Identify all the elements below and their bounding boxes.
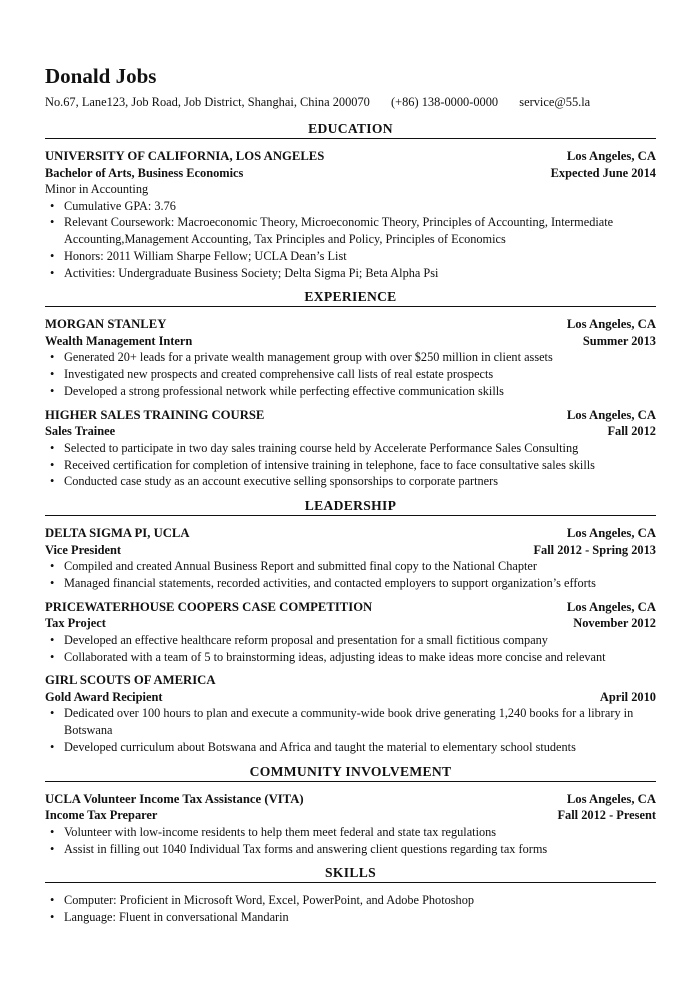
entry-location: Los Angeles, CA [566, 599, 656, 614]
entry-header [45, 407, 656, 424]
skills-section [45, 864, 656, 926]
entry-location: Los Angeles, CA [566, 526, 656, 541]
entry-header [45, 316, 656, 333]
entry-location: Los Angeles, CA [566, 317, 656, 332]
entry-header [45, 599, 656, 616]
section-title: COMMUNITY INVOLVEMENT [249, 763, 452, 779]
school-name: UNIVERSITY OF CALIFORNIA, LOS ANGELES [45, 149, 325, 163]
section-divider [45, 306, 656, 307]
bullet-item: • Managed financial statements, recorded activities, and contacted employers to support organization’s efforts [50, 576, 596, 591]
bullet-item: • Cumulative GPA: 3.76 [50, 198, 176, 213]
entry-subheader [45, 689, 656, 706]
resume-body [45, 120, 656, 926]
bullet-item: • Relevant Coursework: Macroeconomic Theory, Microeconomic Theory, Principles of Accounting, Intermediate Accounting,Management Accounting, Tax Principles and Policy, Principles of Economics [50, 215, 614, 247]
entry-subheader [45, 615, 656, 632]
section-title: EDUCATION [308, 121, 393, 136]
section-title: LEADERSHIP [304, 498, 397, 514]
experience-entry [45, 407, 656, 490]
bullet-item: • Developed curriculum about Botswana and Africa and taught the material to elementary school students [50, 740, 576, 755]
org-name: UCLA Volunteer Income Tax Assistance (VITA) [45, 791, 304, 806]
role-title: Sales Trainee [45, 424, 116, 439]
role-title: Vice President [45, 542, 122, 557]
bullet-item: • Dedicated over 100 hours to plan and execute a community-wide book drive generating 1,240 books for a library in Botswana [50, 706, 634, 738]
entry-subheader [45, 807, 656, 824]
bullet-item: • Compiled and created Annual Business Report and submitted final copy to the National Chapter [50, 559, 537, 574]
entry-date: Fall 2012 - Present [557, 808, 656, 823]
experience-entry [45, 316, 656, 399]
leadership-section [45, 497, 656, 756]
community-section [45, 763, 656, 858]
entry-subheader [45, 542, 656, 559]
role-title: Gold Award Recipient [45, 689, 163, 704]
leadership-entry [45, 672, 656, 755]
bullet-item: • Activities: Undergraduate Business Society; Delta Sigma Pi; Beta Alpha Psi [50, 265, 439, 280]
experience-section [45, 288, 656, 490]
bullet-item: • Assist in filling out 1040 Individual Tax forms and answering client questions regarding tax forms [50, 841, 548, 856]
leadership-entry [45, 599, 656, 666]
role-title: Tax Project [45, 616, 106, 631]
org-name: HIGHER SALES TRAINING COURSE [45, 407, 265, 422]
bullet-item: • Language: Fluent in conversational Mandarin [50, 910, 289, 925]
address-text: No.67, Lane123, Job Road, Job District, Shanghai, China 200070 [45, 95, 370, 109]
role-title: Wealth Management Intern [45, 333, 193, 348]
entry-subheader [45, 333, 656, 350]
section-title: SKILLS [325, 865, 376, 881]
role-title: Income Tax Preparer [45, 808, 158, 823]
leadership-entry [45, 525, 656, 592]
entry-header [45, 791, 656, 808]
bullet-list [45, 440, 656, 490]
bullet-item: • Developed an effective healthcare reform proposal and presentation for a small fictitious company [50, 632, 548, 647]
entry-date: April 2010 [599, 689, 656, 704]
org-name: PRICEWATERHOUSE COOPERS CASE COMPETITION [45, 599, 373, 614]
entry-date: Fall 2012 - Spring 2013 [533, 542, 656, 557]
section-title: EXPERIENCE [304, 289, 397, 305]
bullet-item: • Volunteer with low-income residents to help them meet federal and state tax regulations [50, 824, 497, 839]
bullet-list [45, 349, 656, 399]
education-section [45, 120, 656, 281]
entry-location: Los Angeles, CA [566, 149, 656, 163]
entry-date: November 2012 [573, 616, 656, 631]
section-divider [45, 781, 656, 782]
org-name: MORGAN STANLEY [45, 317, 167, 332]
entry-subheader [45, 423, 656, 440]
candidate-name: Donald Jobs [45, 64, 157, 88]
bullet-list [45, 632, 656, 666]
bullet-item: • Collaborated with a team of 5 to brainstorming ideas, adjusting ideas to make ideas more concise and relevant [50, 649, 606, 664]
bullet-list [45, 824, 656, 858]
entry-date: Fall 2012 [607, 424, 656, 439]
section-divider [45, 515, 656, 516]
entry-header [45, 148, 656, 165]
bullet-item: • Honors: 2011 William Sharpe Fellow; UCLA Dean’s List [50, 248, 347, 263]
section-divider [45, 882, 656, 883]
bullet-item: • Developed a strong professional network while perfecting effective communication skills [50, 384, 504, 399]
bullet-list [45, 558, 656, 592]
entry-header [45, 525, 656, 542]
org-name: GIRL SCOUTS OF AMERICA [45, 673, 216, 688]
org-name: DELTA SIGMA PI, UCLA [45, 526, 190, 541]
section-divider [45, 138, 656, 139]
bullet-item: • Received certification for completion of intensive training in telephone, face to face consultative sales skills [50, 457, 595, 472]
bullet-list [45, 705, 656, 755]
minor-text: Minor in Accounting [45, 182, 149, 196]
phone-text: (+86) 138-0000-0000 [391, 95, 499, 109]
bullet-list [45, 892, 656, 926]
entry-header [45, 672, 656, 689]
bullet-item: • Selected to participate in two day sales training course held by Accelerate Performance Sales Consulting [50, 440, 579, 455]
bullet-item: • Conducted case study as an account executive selling sponsorships to corporate partners [50, 474, 499, 489]
entry-date: Expected June 2014 [550, 165, 656, 180]
entry-location: Los Angeles, CA [566, 407, 656, 422]
contact-line [45, 94, 608, 110]
degree-name: Bachelor of Arts, Business Economics [45, 165, 244, 180]
bullet-list [45, 198, 656, 282]
bullet-item: • Generated 20+ leads for a private wealth management group with over $250 million in client assets [50, 350, 553, 365]
email-text: service@55.la [519, 95, 591, 109]
entry-date: Summer 2013 [582, 333, 656, 348]
bullet-item: • Computer: Proficient in Microsoft Word, Excel, PowerPoint, and Adobe Photoshop [50, 893, 475, 908]
bullet-item: • Investigated new prospects and created comprehensive call lists of real estate prospects [50, 367, 494, 382]
entry-subheader [45, 165, 656, 182]
entry-location: Los Angeles, CA [566, 791, 656, 806]
